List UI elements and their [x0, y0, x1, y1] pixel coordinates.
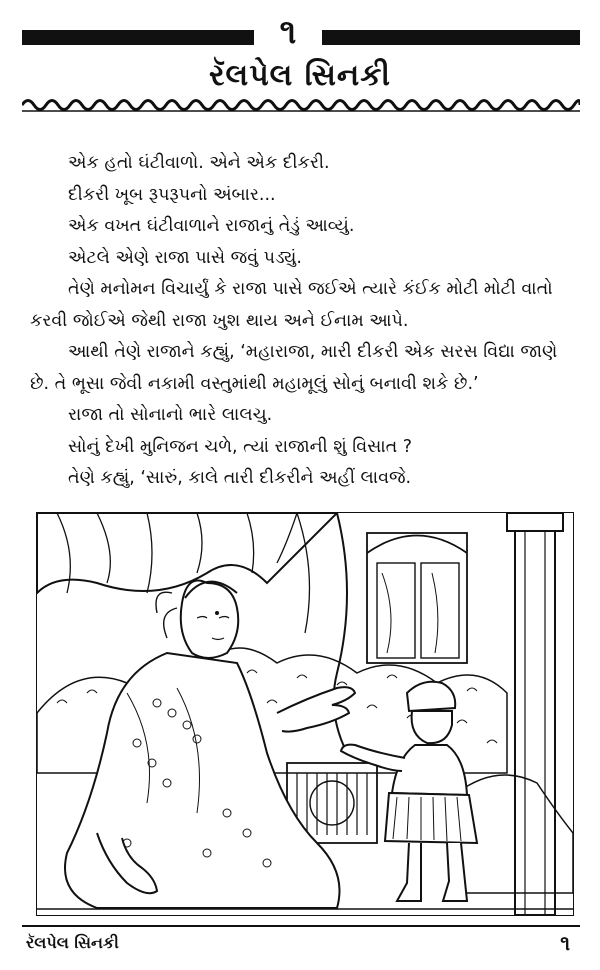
text-line: એક હતો ઘંટીવાળો. એને એક દીકરી.: [68, 153, 330, 173]
story-illustration: [36, 512, 574, 916]
text-line: એટલે એણે રાજા પાસે જવું પડ્યું.: [68, 247, 302, 268]
page-footer: [0, 925, 600, 965]
text-line: તેણે મનોમન વિચાર્યું કે રાજા પાસે જઈએ ત્યારે કંઈક મોટી મોટી વાતો: [68, 279, 553, 299]
story-text: [30, 148, 582, 495]
text-line: છે. તે ભૂસા જેવી નકામી વસ્તુમાંથી મહામૂલું સોનું બનાવી શકે છે.’: [30, 373, 479, 394]
header-bar-right: [322, 30, 580, 45]
footer-title: રૅલપેલ સિનકી: [26, 933, 119, 952]
text-line: રાજા તો સોનાનો ભારે લાલચુ.: [68, 405, 273, 425]
chapter-header: [0, 0, 600, 125]
text-line: આથી તેણે રાજાને કહ્યું, ‘મહારાજા, મારી દીકરી એક સરસ વિદ્યા જાણે: [68, 342, 558, 362]
footer-rule: [22, 925, 580, 927]
chapter-number: ૧: [279, 12, 297, 52]
page-number: ૧: [560, 931, 570, 955]
text-line: કરવી જોઈએ જેથી રાજા ખુશ થાય અને ઈનામ આપે.: [30, 310, 409, 331]
woman-and-boy-illustration-icon: [37, 513, 573, 915]
text-line: સોનું દેખી મુનિજન ચળે, ત્યાં રાજાની શું વિસાત ?: [68, 436, 413, 457]
header-bar-left: [22, 30, 254, 45]
chapter-title: રૅલપેલ સિનકી: [209, 58, 391, 93]
text-line: તેણે કહ્યું, ‘સારું, કાલે તારી દીકરીને અહીં લાવજે.: [68, 468, 412, 488]
text-line: દીકરી ખૂબ રૂપરૂપનો અંબાર...: [68, 184, 276, 205]
text-line: એક વખત ઘંટીવાળાને રાજાનું તેડું આવ્યું.: [68, 216, 355, 236]
wave-ornament-divider: [22, 96, 580, 114]
